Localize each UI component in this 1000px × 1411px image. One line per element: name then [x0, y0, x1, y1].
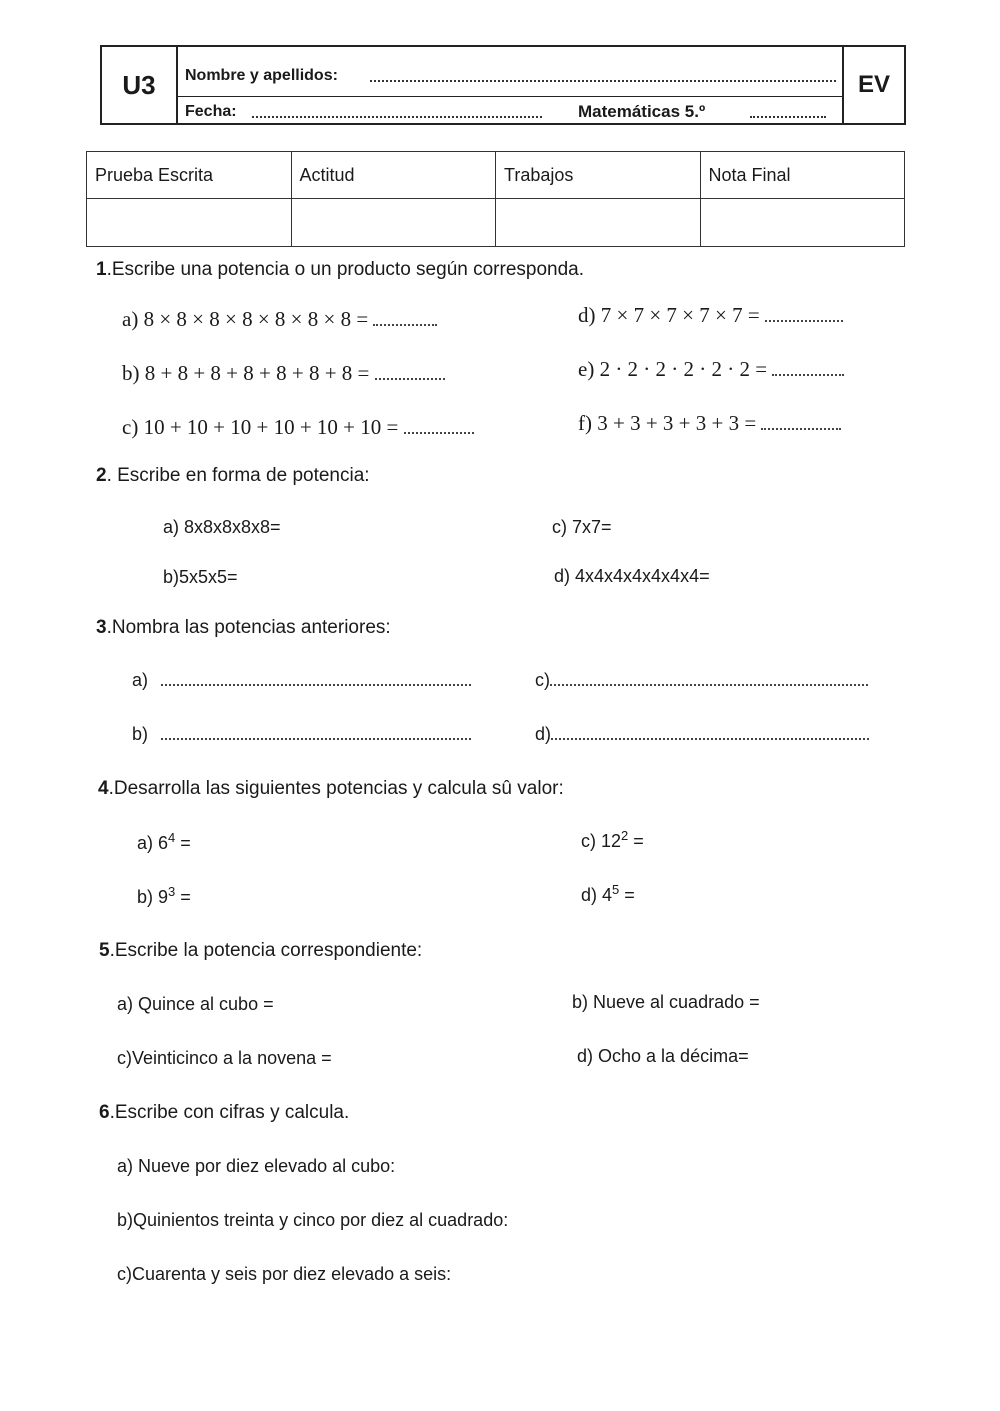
q5-item-d: d) Ocho a la décima= [577, 1046, 749, 1066]
class-field[interactable] [750, 112, 826, 118]
subject-label: Matemáticas 5.º [578, 102, 706, 121]
q1-item-a: a) 8 × 8 × 8 × 8 × 8 × 8 × 8 = [122, 307, 437, 332]
grade-cell-works[interactable] [496, 199, 701, 247]
name-row [178, 47, 842, 97]
q4-item-d: d) $4^5$ = [581, 882, 635, 905]
q5-item-c: c)Veinticinco a la novena = [117, 1048, 332, 1068]
grade-header-final: Nota Final [700, 152, 905, 199]
q1-item-b: b) 8 + 8 + 8 + 8 + 8 + 8 + 8 = [122, 361, 445, 386]
q1-item-e: e) 2 · 2 · 2 · 2 · 2 · 2 = [578, 357, 844, 382]
question-5-title: 5.Escribe la potencia correspondiente: [99, 940, 423, 961]
q4-item-c: c) $12^2$ = [581, 828, 644, 851]
q1-item-f: f) 3 + 3 + 3 + 3 + 3 = [578, 411, 841, 436]
worksheet-header [100, 45, 906, 125]
q2-item-c: c) 7x7= [552, 517, 612, 537]
q3-item-a: a) [132, 670, 471, 691]
date-field[interactable] [252, 112, 542, 118]
date-label: Fecha: [185, 103, 237, 120]
grade-header-works: Trabajos [496, 152, 701, 199]
q2-item-b: b)5x5x5= [163, 567, 238, 587]
name-label: Nombre y apellidos: [185, 67, 338, 84]
q3-item-b: b) [132, 724, 471, 745]
q3-item-d: d) [535, 724, 869, 745]
name-field[interactable] [370, 76, 836, 82]
ev-logo: EV [842, 47, 904, 123]
q1-item-d: d) 7 × 7 × 7 × 7 × 7 = [578, 303, 843, 328]
q4-item-a: a) $6^4$ = [137, 830, 191, 853]
question-2-title: 2. Escribe en forma de potencia: [96, 465, 370, 486]
grades-table [86, 151, 905, 247]
q6-item-a: a) Nueve por diez elevado al cubo: [117, 1156, 396, 1176]
grade-header-written-test: Prueba Escrita [87, 152, 292, 199]
grade-cell-written-test[interactable] [87, 199, 292, 247]
q6-item-b: b)Quinientos treinta y cinco por diez al cuadrado: [117, 1210, 509, 1230]
grade-cell-attitude[interactable] [291, 199, 496, 247]
q1-item-c: c) 10 + 10 + 10 + 10 + 10 + 10 = [122, 415, 474, 440]
q5-item-a: a) Quince al cubo = [117, 994, 274, 1014]
grade-header-attitude: Actitud [291, 152, 496, 199]
q2-item-d: d) 4x4x4x4x4x4x4= [554, 566, 710, 586]
q3-item-c: c) [535, 670, 868, 691]
q6-item-c: c)Cuarenta y seis por diez elevado a seis: [117, 1264, 452, 1284]
grade-cell-final[interactable] [700, 199, 905, 247]
q2-item-a: a) 8x8x8x8x8= [163, 517, 281, 537]
question-3-title: 3.Nombra las potencias anteriores: [96, 617, 391, 638]
header-fields [178, 47, 842, 123]
question-6-title: 6.Escribe con cifras y calcula. [99, 1102, 350, 1123]
unit-label: U3 [102, 47, 178, 123]
q5-item-b: b) Nueve al cuadrado = [572, 992, 760, 1012]
question-1-title: 1.Escribe una potencia o un producto según corresponda. [96, 259, 585, 280]
question-4-title: 4.Desarrolla las siguientes potencias y calcula sû valor: [98, 778, 564, 799]
q4-item-b: b) $9^3$ = [137, 884, 191, 907]
